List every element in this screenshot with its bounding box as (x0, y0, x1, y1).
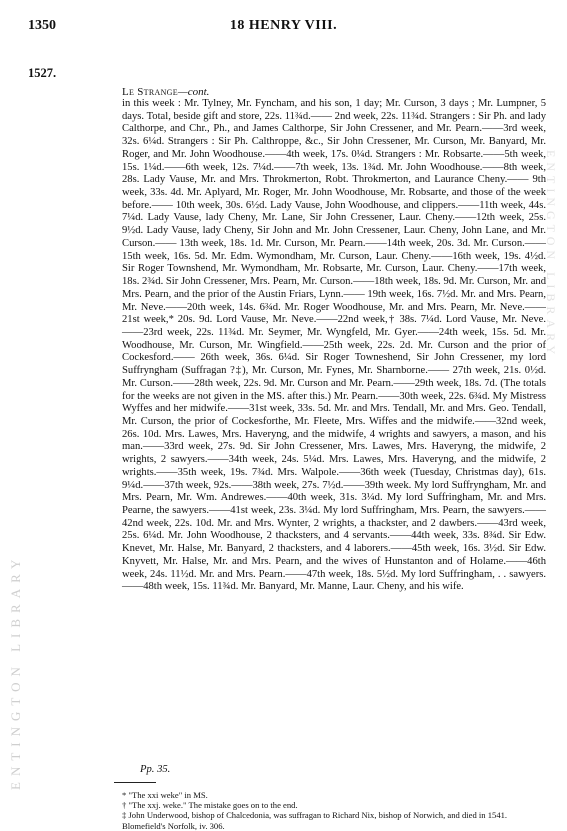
running-head: 18 HENRY VIII. (229, 18, 338, 33)
body-paragraph: in this week : Mr. Tylney, Mr. Fyncham, and his son, 1 day; Mr. Curson, 3 days ; Mr. Lumpner, 5 days. Total, beside gift and store, 22s. 11¾d.—— 2nd week, 22s. 11¾d. Strangers : Sir Ph. and lady Calthorpe, and Chr., Ph., and James Calthorpe, Sir John Cressener, and Mr. Pearn.——3rd week, 32s. 6¼d. Strangers : Sir Ph. Calthroppe, &c., Sir John Cressener, Mr. Curson, Mr. Banyard, Mr. Roger, and Mr. John Woodhouse.——4th week, 17s. 0¼d. Strangers : Mr. Robsarte.——5th week, 15s. 1¼d.——6th week, 12s. 7¼d.——7th week, 13s. 1¾d. Mr. John Woodhouse.——8th week, 28s. Lady Vause, Mr. and Mrs. Throkmerton, Robt. Throkmerton, and Laurance Cheny.—— 9th week, 33s. 4d. Mr. Aplyard, Mr. Roger, Mr. John Woodhouse, Mr. Robsarte, and those of the week before.—— 10th week, 30s. 6½d. Lady Vause, John Woodhouse, and clippers.——11th week, 44s. 7¼d. Lady Vause, lady Cheny, Mr. Lane, Sir John Cressener, Laur. Cheny.——12th week, 25s. 9½d. Lady Vause, lady Cheny, Sir John and Mr. John Cressener, Laur. Cheny, John Lane, and Mr. Curson.—— 13th week, 18s. 1d. Mr. Curson, Mr. Pearn.——14th week, 20s. 3d. Mr. Curson.—— 15th week, 16s. 5d. Mr. Edm. Wymondham, Mr. Curson, Laur. Cheny.——16th week, 19s. 4½d. Sir Roger Townshend, Mr. Wymondham, Mr. Robsarte, Mr. Curson, Laur. Cheny.——17th week, 18s. 2¾d. Sir John Cressener, Mrs. Pearn, Mr. Curson.——18th week, 18s. 9d. Mr. Curson, Mr. and Mrs. Pearn, and the prior of the Austin Friars, Lynn.—— 19th week, 16s. 7½d. Mr. and Mrs. Pearn, Mr. Neve.——20th week, 14s. 6¾d. Mr. Roger Woodhouse, Mr. and Mrs. Pearn, Mr. Neve.—— 21st week,* 20s. 9d. Lord Vause, Mr. Neve.——22nd week,† 38s. 7¼d. Lord Vause, Mr. Neve.——23rd week, 22s. 11¾d. Mr. Seymer, Mr. Wyngfeld, Mr. Gyer.——24th week, 15s. 5d. Mr. Woodhouse, Mr. Curson, Mr. Wingfield.——25th week, 22s. 2d. Mr. Curson and the prior of Cockesford.—— 26th week, 36s. 6¼d. Sir Roger Towneshend, Sir John Cressener, my lord Suffryngham (Suffragan ?‡), Mr. Curson, Mr. Fynes, Mr. Sharnborne.—— 27th week, 21s. 0½d. Mr. Curson.——28th week, 22s. 9d. Mr. Curson and Mr. Pearn.——29th week, 18s. 7d. (The totals for the weeks are not given in the MS. after this.) Mr. Pearn.——30th week, 22s. 6¾d. My Mistress Wyffes and her midwife.——31st week, 33s. 5d. Mr. and Mrs. Tendall, Mr. and Mrs. Geo. Tendall, Mr. Curson, the prior of Cockesforthe, Mr. Fleete, Mrs. Wiffes and the midwife.——32nd week, 26s. 10d. Mrs. Lawes, Mrs. Haveryng, and the midwife, 4 wrights and sawyers, a mason, and his man.——33rd week, 27s. 9d. Sir John Cressener, Mrs. Lawes, Mrs. Haveryng, the midwife, 2 wrights, 2 sawyers.——34th week, 24s. 5¼d. Mrs. Lawes, Mrs. Haveryng, and the midwife, 2 wrights.——35th week, 19s. 7¾d. Mrs. Walpole.——36th week (Tuesday, Christmas day), 61s. 9¼d.——37th week, 92s.——38th week, 27s. 7½d.——39th week. My lord Suffryngham, Mr. and Mrs. Pearn, Mr. Wm. Andrewes.——40th week, 31s. 3¼d. My lord Suffringham, Mr. and Mrs. Pearne, the sawyers.——41st week, 23s. 3¼d. My lord Suffringham, Mrs. Pearn, the sawyers.——42nd week, 22s. 10d. Mr. and Mrs. Wynter, 2 wrights, a thackster, and 2 dawbers.——43rd week, 25s. 6¼d. Mr. John Woodhouse, 2 thacksters, and 4 servants.——44th week, 33s. 8¾d. Sir Edw. Knevet, Mr. Halse, Mr. Banyard, 2 thacksters, and 4 laborers.——45th week, 16s. 3½d. Sir Edw. Knyvett, Mr. Halse, Mr. and Mrs. Pearn, and the wives of Hunstanton and of Holame.——46th week, 24s. 11½d. Mr. and Mrs. Pearn.——47th week, 18s. 5½d. My lord Suffringham, . . sawyers.——48th week, 15s. 11¾d. Mr. Banyard, Mr. Manne, Laur. Cheny, and his wife. (122, 98, 546, 593)
section-cont: —cont. (177, 86, 210, 98)
year-heading: 1527. (28, 66, 57, 80)
section-name: Le Strange (122, 86, 178, 98)
stamp-text: ENTINGTON LIBRARY (544, 150, 558, 360)
page-header (0, 18, 567, 40)
page-count-note: Pp. 35. (140, 764, 171, 775)
section-heading (122, 86, 209, 98)
body-text-block (122, 98, 546, 594)
page-number: 1350 (28, 18, 56, 33)
footnote: † "The xxj. weke." The mistake goes on to the end. (122, 800, 298, 811)
footnote: * "The xxi weke" in MS. (122, 790, 208, 800)
footnotes (122, 790, 552, 831)
stamp-text: ENTINGTON LIBRARY (8, 553, 23, 790)
library-stamp-graphic (6, 420, 26, 800)
footnote: ‡ John Underwood, bishop of Chalcedonia, was suffragan to Richard Nix, bishop of Norwich, and died in 1541. Blomefield's Norfolk, iv. 306. (122, 810, 508, 831)
library-stamp-graphic-right (541, 140, 561, 460)
library-stamp-watermark-right (541, 140, 561, 460)
footnote-divider (114, 782, 156, 783)
library-stamp-watermark (6, 420, 26, 800)
